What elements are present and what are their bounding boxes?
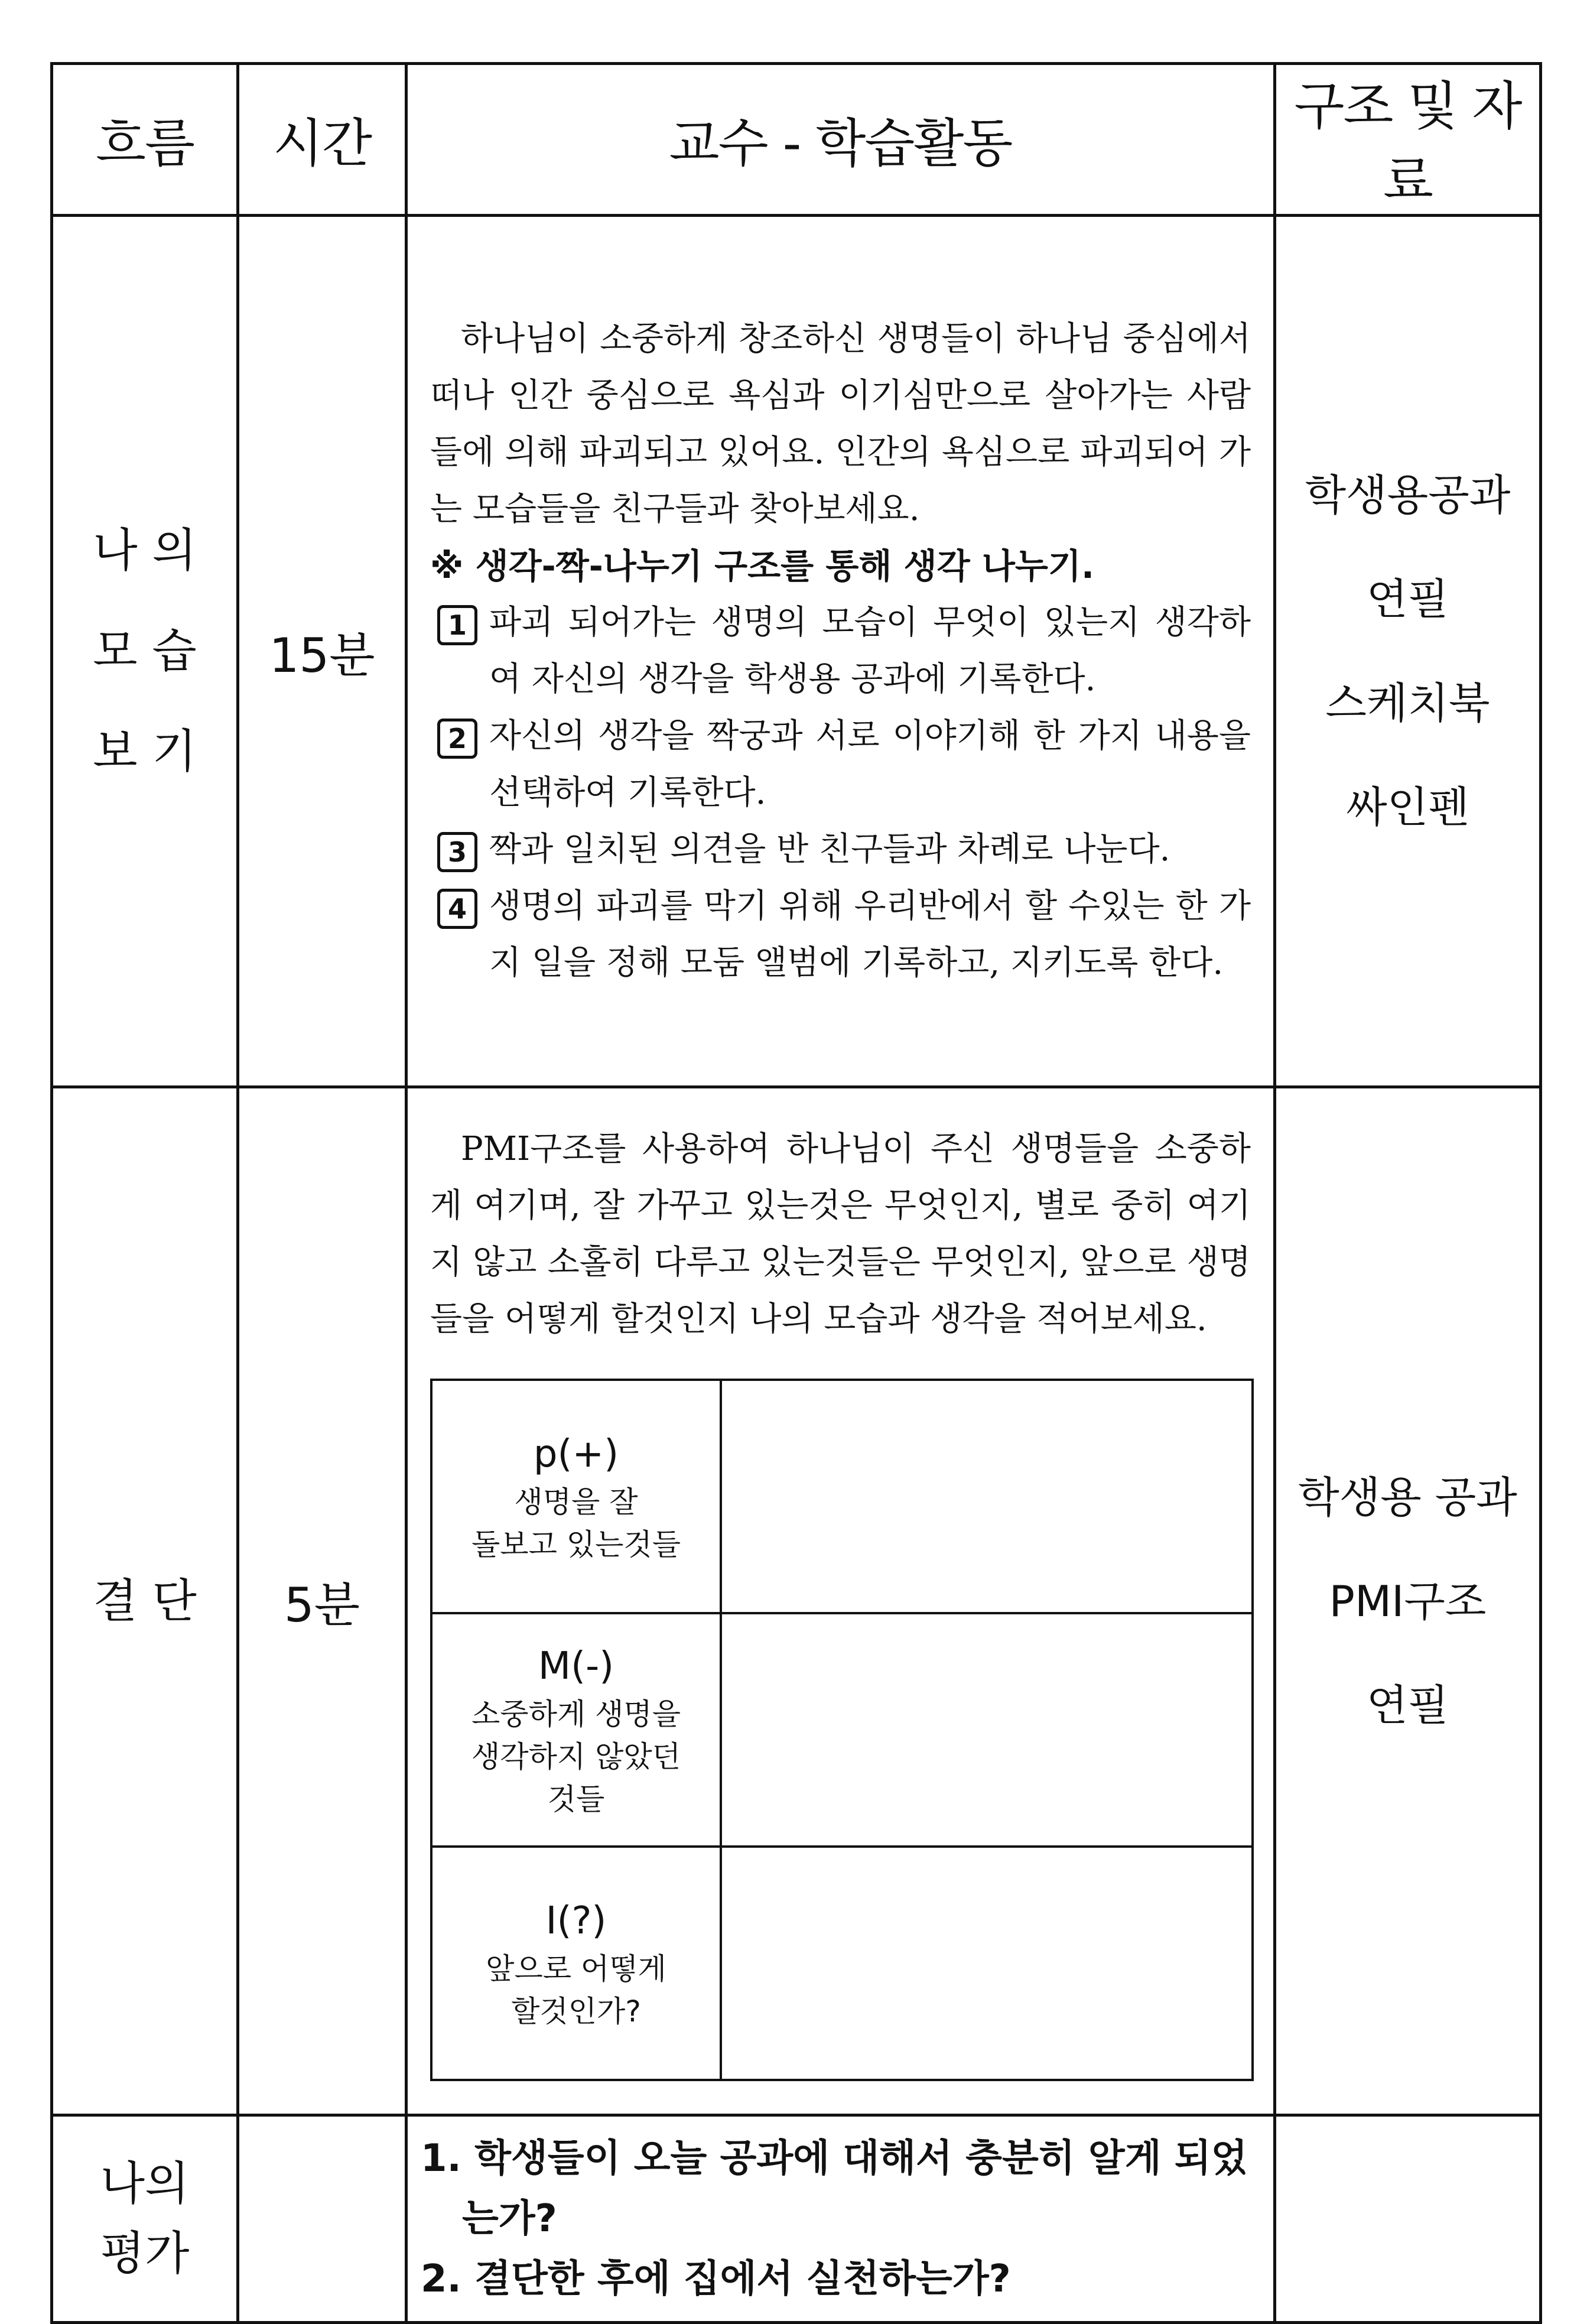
row-self-reflection [52,216,1541,1087]
resource-item: 싸인펜 [1346,782,1469,832]
resource-item: 학생용공과 [1305,470,1511,520]
header-time: 시간 [238,64,406,216]
evaluation-question: 2. 결단한 후에 집에서 실천하는가? [421,2257,1011,2301]
evaluation-question: 1. 학생들이 오늘 공과에 대해서 충분히 알게 되었는가? [421,2137,1248,2241]
step-item [447,594,1251,708]
pmi-answer-plus[interactable] [721,1380,1253,1613]
flow-self-reflection [52,216,238,1087]
row-evaluation [52,2115,1541,2323]
resources-evaluation [1275,2115,1541,2323]
resource-item: 스케치북 [1325,678,1490,728]
step-text: 자신의 생각을 짝궁과 서로 이야기해 한 가지 내용을 선택하여 기록한다. [489,717,1251,812]
pmi-desc-line: 것들 [547,1782,605,1816]
activity-evaluation [406,2115,1275,2323]
pmi-answer-minus[interactable] [721,1613,1253,1847]
header-activity: 교수 - 학습활동 [406,64,1275,216]
step-text: 파괴 되어가는 생명의 모습이 무엇이 있는지 생각하여 자신의 생각을 학생용 공과에 기록한다. [489,603,1251,698]
flow-line: 평가 [100,2227,190,2280]
step-number-2: 2 [437,719,477,759]
step-text: 생명의 파괴를 막기 위해 우리반에서 할 수있는 한 가지 일을 정해 모둠 앨범에 기록하고, 지키도록 한다. [489,887,1251,982]
step-number-3: 3 [437,832,477,872]
activity-decision [406,1087,1275,2115]
resource-item: 학생용 공과 [1298,1472,1517,1522]
pmi-label-plus [431,1380,721,1613]
flow-line: 보 기 [93,725,197,778]
time-evaluation [238,2115,406,2323]
step-item [447,708,1251,821]
flow-line: 나 의 [93,524,197,577]
resource-item: PMI구조 [1329,1576,1487,1626]
lesson-plan-table [50,62,1542,2324]
step-text: 짝과 일치된 의견을 반 친구들과 차례로 나눈다. [489,830,1170,869]
pmi-label-interesting [431,1847,721,2080]
pmi-desc-line: 생명을 잘 [514,1484,638,1519]
flow-decision: 결 단 [52,1087,238,2115]
step-item [447,821,1251,878]
pmi-desc-line: 생각하지 않았던 [471,1739,681,1774]
time-self-reflection: 15분 [238,216,406,1087]
header-resources: 구조 및 자료 [1275,64,1541,216]
pmi-desc-line: 돌보고 있는것들 [471,1527,681,1562]
activity-intro: PMI구조를 사용하여 하나님이 주신 생명들을 소중하게 여기며, 잘 가꾸고 있는것은 무엇인지, 별로 중히 여기지 않고 소홀히 다루고 있는것들은 무엇인지, 앞으로 생명들을 어떻게 할것인지 나의 모습과 생각을 적어보세요. [430,1130,1251,1338]
pmi-symbol: I(?) [545,1899,607,1943]
lesson-plan-page [50,62,1539,2301]
resource-item: 연필 [1366,574,1449,624]
flow-line: 모 습 [93,625,197,678]
think-pair-share-note: ※ 생각-짝-나누기 구조를 통해 생각 나누기. [430,546,1094,586]
step-number-1: 1 [437,605,477,645]
pmi-row-plus [431,1380,1253,1613]
pmi-row-interesting [431,1847,1253,2080]
resources-decision [1275,1087,1541,2115]
activity-self-reflection [406,216,1275,1087]
resource-item: 연필 [1366,1680,1449,1730]
header-flow: 흐름 [52,64,238,216]
step-number-4: 4 [437,889,477,929]
pmi-desc-line: 할것인가? [511,1994,641,2029]
resources-self-reflection [1275,216,1541,1087]
row-decision [52,1087,1541,2115]
pmi-answer-interesting[interactable] [721,1847,1253,2080]
pmi-desc-line: 소중하게 생명을 [471,1696,681,1731]
activity-steps [430,594,1251,992]
time-decision: 5분 [238,1087,406,2115]
step-item [447,878,1251,992]
flow-evaluation [52,2115,238,2323]
pmi-symbol: p(+) [533,1432,619,1476]
pmi-label-minus [431,1613,721,1847]
pmi-row-minus [431,1613,1253,1847]
activity-intro: 하나님이 소중하게 창조하신 생명들이 하나님 중심에서 떠나 인간 중심으로 욕심과 이기심만으로 살아가는 사람들에 의해 파괴되고 있어요. 인간의 욕심으로 파괴되어 가는 모습들을 친구들과 찾아보세요. [430,320,1251,528]
flow-line: 나의 [100,2157,190,2211]
pmi-desc-line: 앞으로 어떻게 [486,1951,666,1986]
pmi-symbol: M(-) [538,1644,614,1688]
pmi-table [430,1379,1254,2081]
header-row [52,64,1541,216]
